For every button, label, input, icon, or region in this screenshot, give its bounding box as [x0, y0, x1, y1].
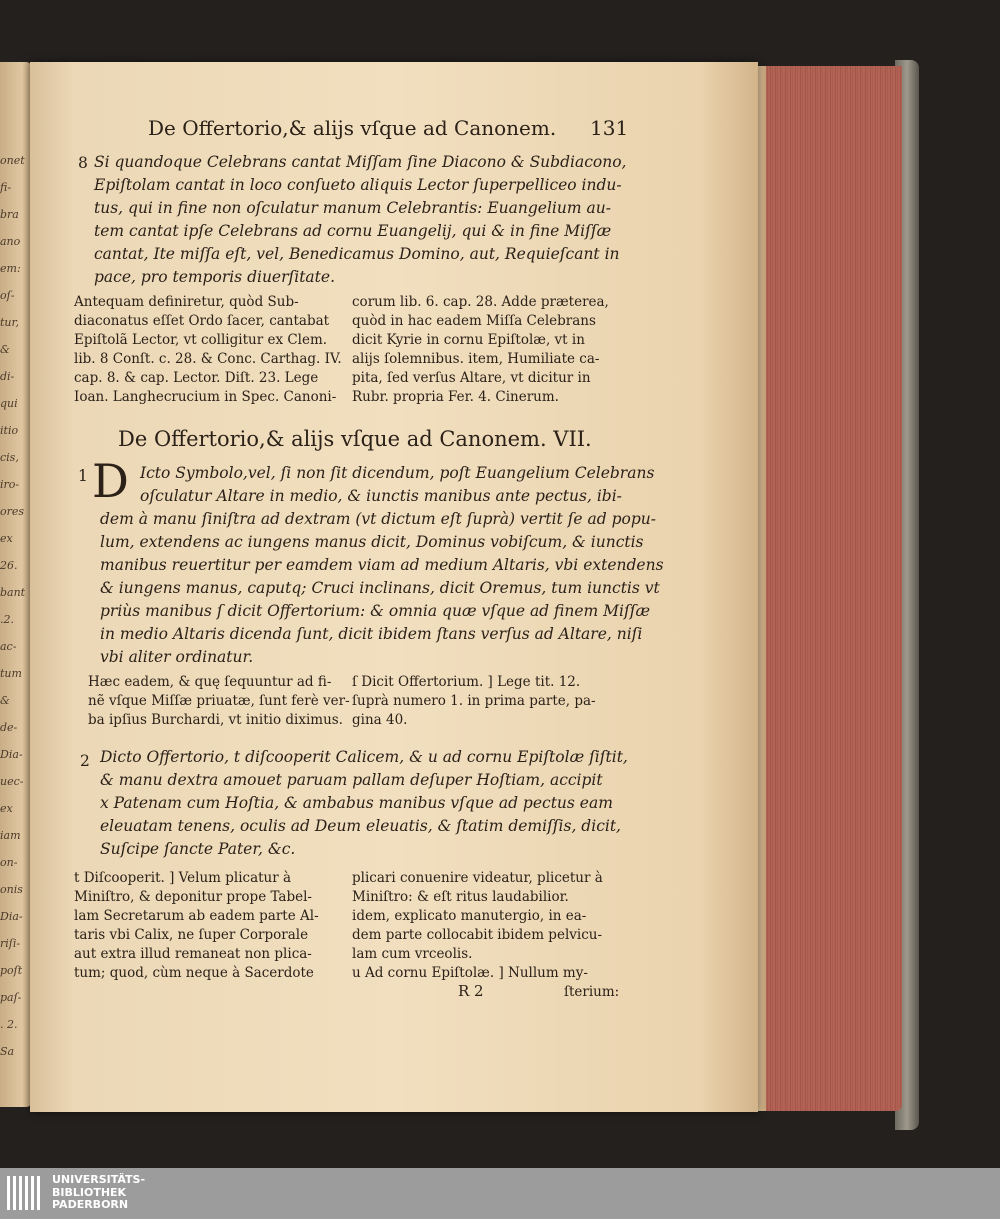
text-line: Epiſtolam cantat in loco conſueto aliquis Lector ſuperpelliceo indu- [94, 176, 622, 194]
text-line: Si quandoque Celebrans cantat Miſſam ſine Diacono & Subdiacono, [94, 153, 627, 171]
left-page-fragment: bant [0, 586, 26, 599]
drop-cap: D [92, 454, 129, 508]
text-line: ba ipſius Burchardi, vt initio diximus. [88, 712, 343, 728]
left-page-fragment: . 2. [0, 1018, 18, 1031]
text-line: Icto Symbolo,vel, ſi non ſit dicendum, poſt Euangelium Celebrans [140, 464, 655, 482]
text-line: gina 40. [352, 712, 408, 728]
left-page-fragment: & [0, 694, 10, 707]
library-name-line-1: UNIVERSITÄTS- [52, 1173, 146, 1186]
left-page-fragment: ac- [0, 640, 17, 653]
left-page-fragment: on- [0, 856, 18, 869]
catchword: ſterium: [564, 984, 620, 1000]
left-page-fragment: bra [0, 208, 19, 221]
text-line: quòd in hac eadem Miſſa Celebrans [352, 313, 596, 329]
left-page-fragment: Sa [0, 1045, 15, 1058]
text-line: Ioan. Langhecrucium in Spec. Canoni- [74, 389, 337, 405]
text-line: alijs ſolemnibus. item, Humiliate ca- [352, 351, 600, 367]
section-1-number: 1 [78, 467, 88, 485]
left-page-fragment: itio [0, 424, 19, 437]
text-line: taris vbi Calix, ne ſuper Corporale [74, 927, 309, 943]
text-line: tus, qui in fine non oſculatur manum Celebrantis: Euangelium au- [94, 199, 611, 217]
text-line: ſuprà numero 1. in prima parte, pa- [352, 693, 596, 709]
text-line: nẽ vſque Miſſæ priuatæ, ſunt ferè ver- [88, 693, 350, 709]
text-line: ſ Dicit Offertorium. ] Lege tit. 12. [352, 674, 581, 690]
section-2-number: 2 [80, 752, 90, 770]
text-line: Hæc eadem, & quę ſequuntur ad fi- [88, 674, 332, 690]
left-page-fragment: fi- [0, 181, 12, 194]
section-title: De Offertorio,& alijs vſque ad Canonem. VII. [118, 427, 592, 451]
library-name-line-2: BIBLIOTHEK [52, 1185, 127, 1199]
text-line: dem parte collocabit ibidem pelvicu- [352, 927, 603, 943]
text-line: dicit Kyrie in cornu Epiſtolæ, vt in [352, 332, 585, 348]
text-line: lam Secretarum ab eadem parte Al- [74, 908, 319, 924]
left-page-fragment: uec- [0, 775, 24, 788]
text-line: corum lib. 6. cap. 28. Adde præterea, [352, 294, 609, 310]
left-page-fragment: onis [0, 883, 23, 896]
left-page-fragment: ores [0, 505, 25, 518]
text-line: Rubr. propria Fer. 4. Cinerum. [352, 389, 559, 405]
left-page-fragment: poſt [0, 964, 23, 977]
text-line: u Ad cornu Epiſtolæ. ] Nullum my- [352, 965, 588, 981]
left-page-fragment: riſi- [0, 937, 21, 950]
text-line: Miniſtro, & deponitur prope Tabel- [74, 889, 312, 905]
text-line: in medio Altaris dicenda ſunt, dicit ibidem ſtans verſus ad Altare, niſi [100, 625, 643, 643]
text-line: dem à manu ſiniſtra ad dextram (vt dictum eſt ſuprà) vertit ſe ad popu- [100, 510, 657, 528]
text-line: diaconatus eſſet Ordo ſacer, cantabat [74, 313, 330, 329]
text-line: lib. 8 Conſt. c. 28. & Conc. Carthag. IV. [74, 351, 342, 367]
left-page-fragment: tum [0, 667, 22, 680]
text-line: lum, extendens ac iungens manus dicit, Dominus vobiſcum, & iunctis [100, 533, 644, 551]
text-line: tum; quod, cùm neque à Sacerdote [74, 965, 314, 981]
text-line: & iungens manus, caputq; Cruci inclinans, dicit Oremus, tum iunctis vt [100, 579, 660, 597]
text-line: Antequam definiretur, quòd Sub- [74, 294, 299, 310]
text-line: Dicto Offertorio, t diſcooperit Calicem, & u ad cornu Epiſtolæ ſiſtit, [100, 748, 628, 766]
left-page-fragment: oſ- [0, 289, 15, 302]
page-block-edge [752, 66, 902, 1111]
text-line: Suſcipe ſancte Pater, &c. [100, 840, 296, 858]
left-page-fragment: paſ- [0, 991, 22, 1004]
text-line: tem cantat ipſe Celebrans ad cornu Euangelij, qui & in fine Miſſæ [94, 222, 612, 240]
library-name-line-3: PADERBORN [52, 1198, 129, 1211]
text-line: cap. 8. & cap. Lector. Diſt. 23. Lege [74, 370, 319, 386]
left-page-fragment: 26. [0, 559, 18, 572]
text-line: vbi aliter ordinatur. [100, 648, 254, 666]
text-line: oſculatur Altare in medio, & iunctis manibus ante pectus, ibi- [140, 487, 622, 505]
text-line: cantat, Ite miſſa eſt, vel, Benedicamus Domino, aut, Requieſcant in [94, 245, 620, 263]
signature-mark: R 2 [458, 982, 484, 1000]
page-number: 131 [590, 116, 629, 140]
left-page-fragment: cis, [0, 451, 19, 464]
text-line: eleuatam tenens, oculis ad Deum eleuatis, & ſtatim demiſſis, dicit, [100, 817, 621, 835]
left-page-edge [0, 62, 32, 1107]
left-page-fragment: Dia- [0, 748, 23, 761]
text-line: Epiſtolã Lector, vt colligitur ex Clem. [74, 332, 328, 348]
running-head: De Offertorio,& alijs vſque ad Canonem. [148, 116, 557, 140]
library-name [52, 1174, 145, 1212]
left-page-fragment: onet [0, 154, 25, 167]
text-line: lam cum vrceolis. [352, 946, 473, 962]
text-line: Miniſtro: & eſt ritus laudabilior. [352, 889, 569, 905]
left-page-fragment: ano [0, 235, 21, 248]
left-page-fragment: .2. [0, 613, 14, 626]
left-page-fragment: iro- [0, 478, 20, 491]
text-line: t Diſcooperit. ] Velum plicatur à [74, 870, 292, 886]
text-line: x Patenam cum Hoſtia, & ambabus manibus vſque ad pectus eam [100, 794, 613, 812]
left-page-fragment: di- [0, 370, 15, 383]
left-page-fragment: qui [0, 397, 18, 410]
left-page-fragment: em: [0, 262, 21, 275]
right-page [30, 62, 758, 1112]
text-line: & manu dextra amouet paruam pallam deſuper Hoſtiam, accipit [100, 771, 603, 789]
section-8-number: 8 [78, 154, 88, 172]
left-page-fragment: ex [0, 802, 13, 815]
text-line: plicari conuenire videatur, plicetur à [352, 870, 603, 886]
left-page-fragment: ex [0, 532, 13, 545]
text-line: pita, ſed verſus Altare, vt dicitur in [352, 370, 591, 386]
text-line: manibus reuertitur per eamdem viam ad medium Altaris, vbi extendens [100, 556, 664, 574]
footer-bar [0, 1168, 1000, 1219]
text-line: idem, explicato manutergio, in ea- [352, 908, 587, 924]
left-page-fragment: iam [0, 829, 21, 842]
left-page-fragment: tur, [0, 316, 20, 329]
text-line: aut extra illud remaneat non plica- [74, 946, 312, 962]
library-logo-icon [6, 1174, 42, 1212]
left-page-fragment: de- [0, 721, 18, 734]
left-page-fragment: Dia- [0, 910, 23, 923]
text-line: priùs manibus ſ dicit Offertorium: & omnia quæ vſque ad finem Miſſæ [100, 602, 651, 620]
text-line: pace, pro temporis diuerſitate. [94, 268, 335, 286]
left-page-fragment: & [0, 343, 10, 356]
